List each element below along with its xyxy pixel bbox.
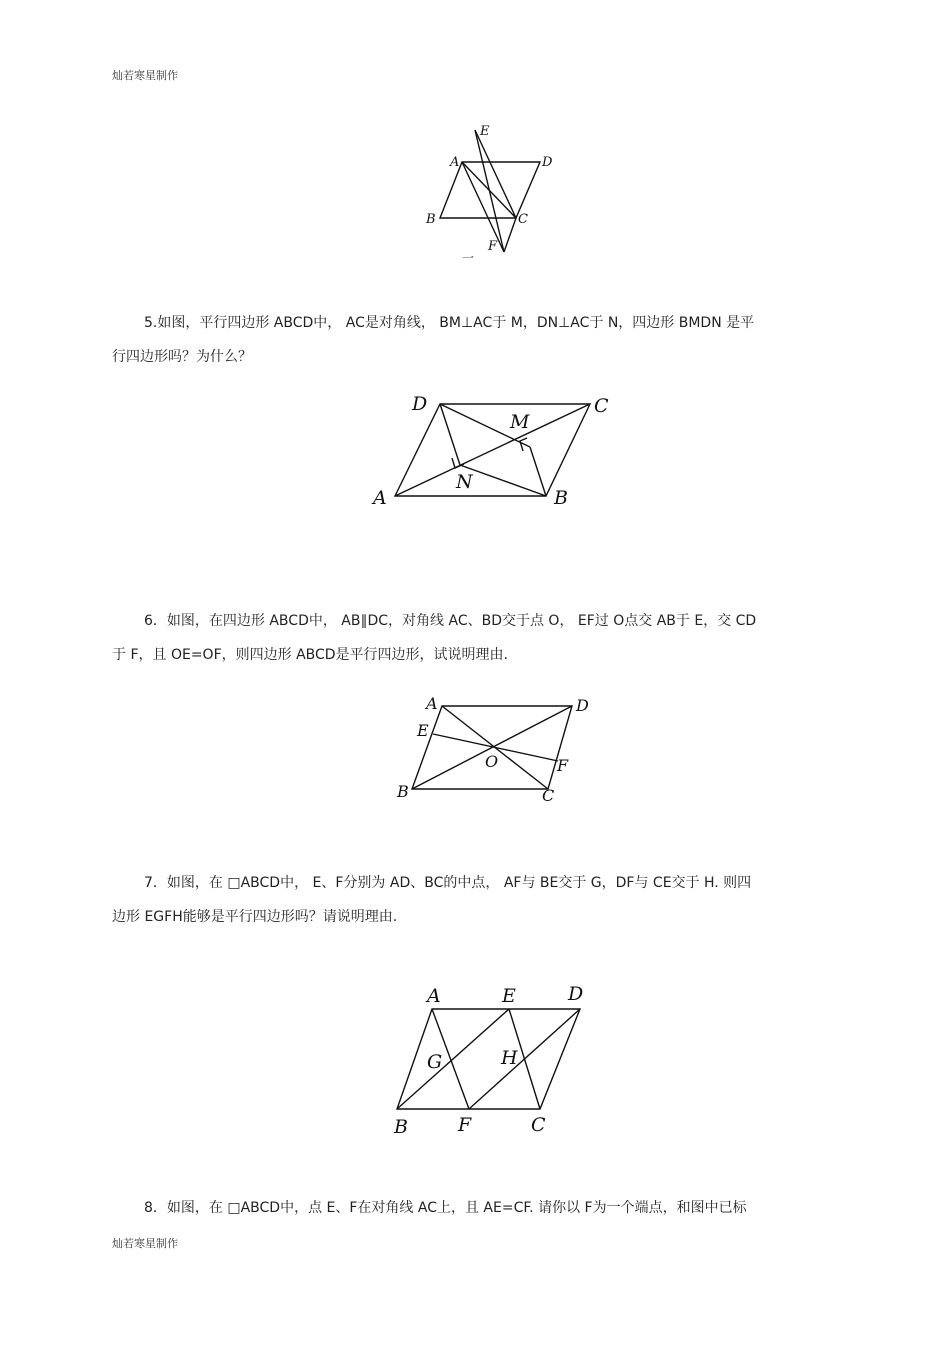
figure-egfh: [385, 980, 595, 1140]
caption-mark: 一: [462, 251, 475, 265]
segment-bn: [460, 465, 546, 496]
parallelogram-abcd: [440, 162, 540, 218]
label-d: D: [412, 393, 428, 415]
diagonal-bd: [412, 706, 572, 789]
label-f: F: [557, 756, 569, 775]
question-6-line-1: 6．如图，在四边形 ABCD中， AB∥DC，对角线 AC、BD交于点 O， EF过 O点交 AB于 E，交 CD: [144, 613, 757, 629]
label-d: D: [542, 155, 553, 170]
label-e: E: [480, 124, 490, 139]
question-7-line-1: 7．如图，在 □ABCD中， E、F分别为 AD、BC的中点， AF与 BE交于 G，DF与 CE交于 H. 则四: [144, 875, 752, 891]
label-a: A: [373, 487, 387, 509]
label-a: A: [450, 155, 460, 170]
line-cf: [504, 218, 516, 252]
label-h: H: [501, 1047, 518, 1069]
label-b: B: [554, 487, 568, 509]
line-af: [462, 162, 504, 252]
label-e: E: [502, 985, 516, 1007]
label-a: A: [426, 694, 438, 713]
question-5: [112, 306, 840, 374]
label-b: B: [397, 782, 409, 801]
question-7: [112, 866, 840, 934]
page-footer: 灿若寒星制作: [112, 1237, 178, 1250]
question-8: [112, 1191, 840, 1225]
label-c: C: [518, 212, 528, 227]
label-d: D: [576, 696, 589, 715]
question-5-line-2: 行四边形吗？为什么？: [112, 349, 252, 365]
label-b: B: [426, 212, 436, 227]
label-o: O: [485, 752, 499, 771]
figure-bmdn: [370, 392, 620, 517]
label-m: M: [510, 411, 530, 433]
diagonal-ac: [395, 404, 590, 496]
label-c: C: [531, 1114, 546, 1136]
page-header: 灿若寒星制作: [112, 69, 178, 82]
label-e: E: [417, 721, 429, 740]
label-f: F: [488, 239, 498, 254]
figure-parallelogram-ef: [420, 122, 560, 267]
label-f: F: [458, 1114, 472, 1136]
segment-dn: [440, 404, 460, 465]
label-b: B: [394, 1116, 408, 1138]
label-d: D: [568, 983, 584, 1005]
parallelogram-abcd: [397, 1009, 580, 1109]
question-6-line-2: 于 F，且 OE=OF，则四边形 ABCD是平行四边形，试说明理由.: [112, 647, 509, 663]
question-7-line-2: 边形 EGFH能够是平行四边形吗？请说明理由.: [112, 909, 398, 925]
label-a: A: [427, 985, 441, 1007]
label-c: C: [594, 395, 609, 417]
figure-oe-of: [390, 693, 600, 805]
label-g: G: [427, 1051, 443, 1073]
label-n: N: [456, 471, 473, 493]
line-ac: [462, 162, 516, 218]
question-5-line-1: 5.如图，平行四边形 ABCD中， AC是对角线， BM⊥AC于 M，DN⊥AC于 N，四边形 BMDN 是平: [144, 315, 755, 331]
question-6: [112, 604, 840, 672]
label-c: C: [542, 786, 555, 805]
segment-bm: [530, 447, 546, 496]
line-ce: [475, 130, 516, 218]
question-8-line-1: 8．如图，在 □ABCD中，点 E、F在对角线 AC上，且 AE=CF. 请你以 F为一个端点，和图中已标: [144, 1200, 747, 1216]
